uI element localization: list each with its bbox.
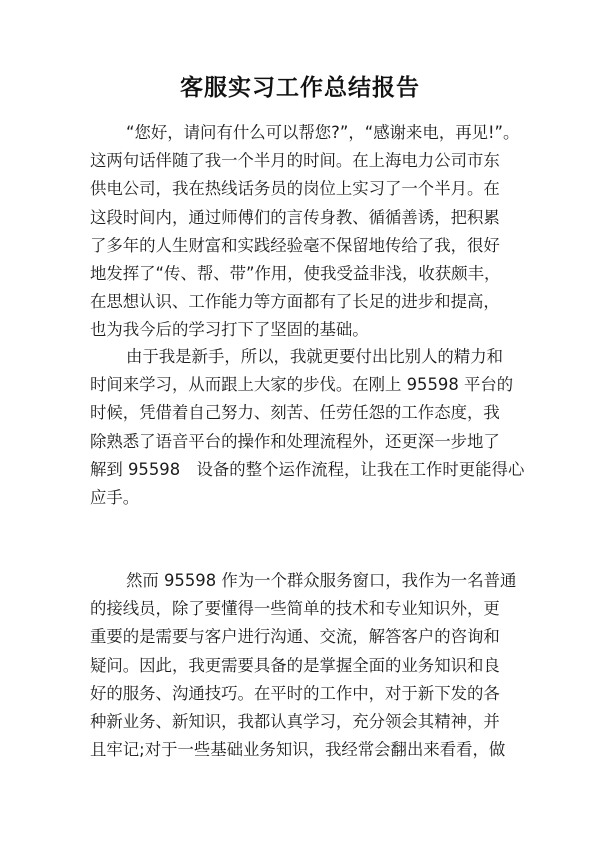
document-title: 客服实习工作总结报告	[180, 74, 420, 101]
text-line: 也为我今后的学习打下了坚固的基础。	[90, 320, 369, 340]
text-line: “您好，请问有什么可以帮您?”，“感谢来电，再见!”。	[126, 123, 520, 142]
paragraph-2	[90, 343, 525, 512]
text-line: 供电公司，我在热线话务员的岗位上实习了一个半月。在	[90, 179, 500, 199]
text-line: 时候，凭借着自己努力、刻苦、任劳任怨的工作态度，我	[90, 403, 500, 423]
text-line: 的接线员，除了要懂得一些简单的技术和专业知识外，更	[90, 599, 500, 619]
text-line: 且牢记;对于一些基础业务知识，我经常会翻出来看看，做	[90, 740, 506, 760]
text-line: 应手。	[90, 487, 140, 507]
text-line: 这段时间内，通过师傅们的言传身教、循循善诱，把积累	[90, 207, 500, 227]
text-line: 然而 95598 作为一个群众服务窗口，我作为一名普通	[126, 571, 517, 590]
text-line: 这两句话伴随了我一个半月的时间。在上海电力公司市东	[90, 151, 500, 171]
text-line: 时间来学习，从而跟上大家的步伐。在刚上 95598 平台的	[90, 375, 514, 395]
text-line: 种新业务、新知识，我都认真学习，充分领会其精神，并	[90, 711, 500, 731]
text-line: 好的服务、沟通技巧。在平时的工作中，对于新下发的各	[90, 683, 500, 703]
text-line: 在思想认识、工作能力等方面都有了长足的进步和提高，	[90, 292, 500, 312]
paragraph-3	[90, 567, 518, 764]
text-line: 疑问。因此，我更需要具备的是掌握全面的业务知识和良	[90, 655, 500, 675]
text-line: 解到 95598 设备的整个运作流程，让我在工作时更能得心	[90, 459, 525, 479]
text-line: 地发挥了“传、帮、带”作用，使我受益非浅，收获颇丰，	[90, 263, 501, 283]
text-line: 除熟悉了语音平台的操作和处理流程外，还更深一步地了	[90, 431, 500, 451]
text-line: 了多年的人生财富和实践经验毫不保留地传给了我，很好	[90, 235, 500, 255]
paragraph-1	[90, 119, 518, 345]
text-line: 由于我是新手，所以，我就更要付出比别人的精力和	[126, 347, 503, 366]
text-line: 重要的是需要与客户进行沟通、交流，解答客户的咨询和	[90, 627, 500, 647]
